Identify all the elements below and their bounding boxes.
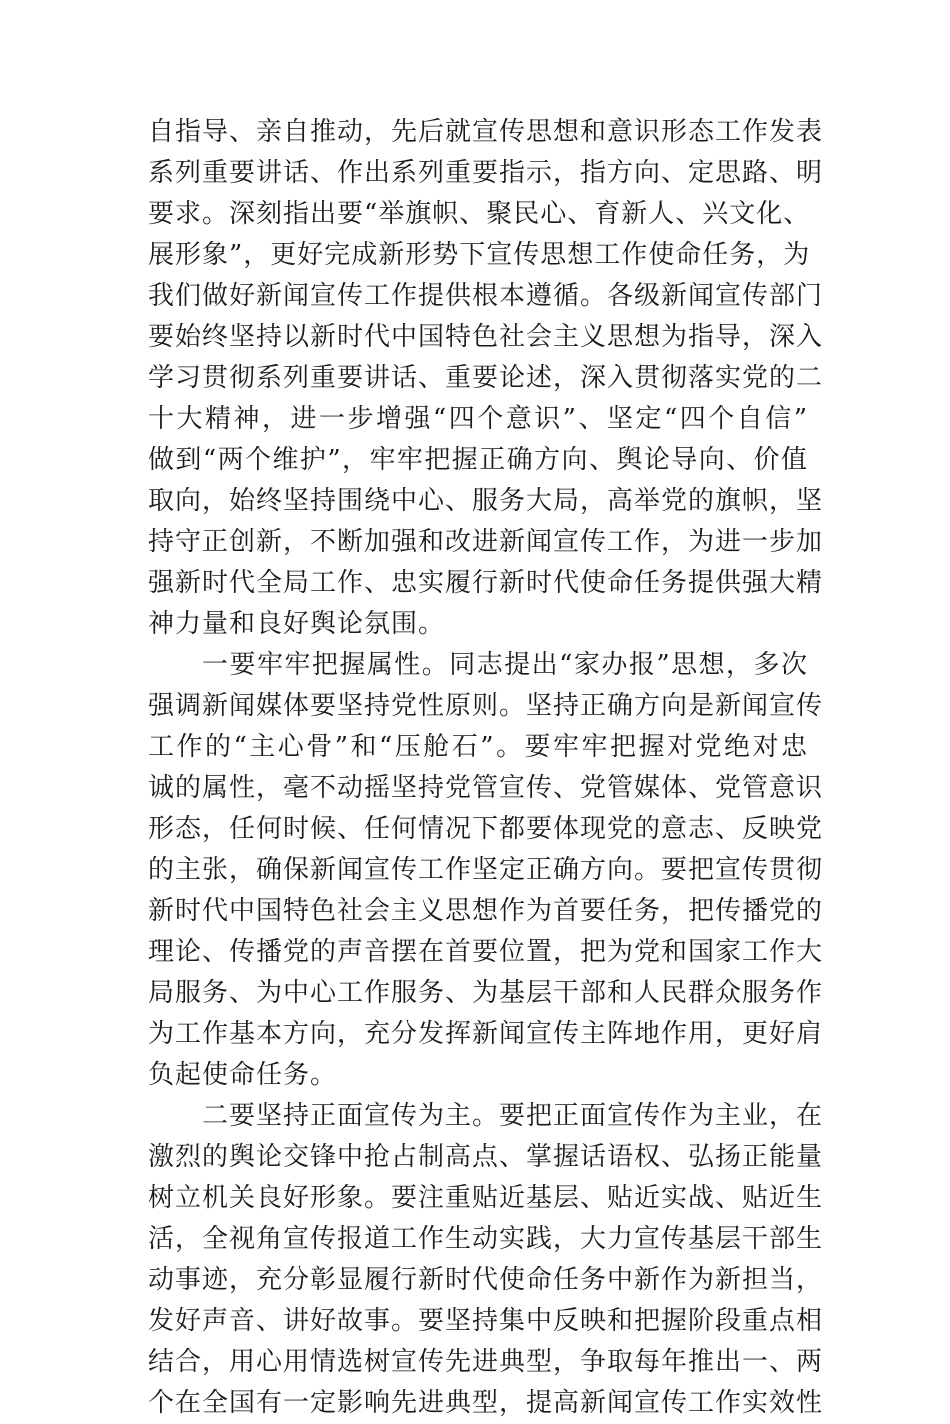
text-line: 要始终坚持以新时代中国特色社会主义思想为指导，深入	[148, 322, 824, 352]
text-line: 二要坚持正面宣传为主。要把正面宣传作为主业，在	[202, 1101, 824, 1131]
text-line: 诚的属性，毫不动摇坚持党管宣传、党管媒体、党管意识	[148, 773, 824, 803]
text-line: 强调新闻媒体要坚持党性原则。坚持正确方向是新闻宣传	[148, 691, 824, 721]
text-line: 一要牢牢把握属性。同志提出“家办报”思想，多次	[202, 650, 808, 680]
text-line: 负起使命任务。	[148, 1060, 338, 1090]
text-line: 个在全国有一定影响先进典型，提高新闻宣传工作实效性	[148, 1388, 824, 1418]
text-line: 要求。深刻指出要“举旗帜、聚民心、育新人、兴文化、	[148, 199, 811, 229]
text-line: 理论、传播党的声音摆在首要位置，把为党和国家工作大	[148, 937, 824, 967]
text-line: 神力量和良好舆论氛围。	[148, 609, 446, 639]
text-line: 持守正创新，不断加强和改进新闻宣传工作，为进一步加	[148, 527, 824, 557]
document-body-text	[148, 112, 824, 1424]
text-line: 树立机关良好形象。要注重贴近基层、贴近实战、贴近生	[148, 1183, 824, 1213]
text-line: 我们做好新闻宣传工作提供根本遵循。各级新闻宣传部门	[148, 281, 824, 311]
text-line: 结合，用心用情选树宣传先进典型，争取每年推出一、两	[148, 1347, 824, 1377]
text-line: 形态，任何时候、任何情况下都要体现党的意志、反映党	[148, 814, 824, 844]
text-line: 十大精神，进一步增强“四个意识”、坚定“四个自信”	[148, 404, 808, 434]
text-line: 的主张，确保新闻宣传工作坚定正确方向。要把宣传贯彻	[148, 855, 824, 885]
text-line: 展形象”，更好完成新形势下宣传思想工作使命任务，为	[148, 240, 811, 270]
text-line: 系列重要讲话、作出系列重要指示，指方向、定思路、明	[148, 158, 824, 188]
text-line: 局服务、为中心工作服务、为基层干部和人民群众服务作	[148, 978, 824, 1008]
text-line: 活，全视角宣传报道工作生动实践，大力宣传基层干部生	[148, 1224, 824, 1254]
text-line: 发好声音、讲好故事。要坚持集中反映和把握阶段重点相	[148, 1306, 824, 1336]
text-line: 自指导、亲自推动，先后就宣传思想和意识形态工作发表	[148, 117, 824, 147]
text-line: 学习贯彻系列重要讲话、重要论述，深入贯彻落实党的二	[148, 363, 824, 393]
text-line: 强新时代全局工作、忠实履行新时代使命任务提供强大精	[148, 568, 824, 598]
text-line: 工作的“主心骨”和“压舱石”。要牢牢把握对党绝对忠	[148, 732, 808, 762]
text-line: 取向，始终坚持围绕中心、服务大局，高举党的旗帜，坚	[148, 486, 824, 516]
text-line: 动事迹，充分彰显履行新时代使命任务中新作为新担当，	[148, 1265, 824, 1295]
text-line: 激烈的舆论交锋中抢占制高点、掌握话语权、弘扬正能量	[148, 1142, 824, 1172]
text-line: 新时代中国特色社会主义思想作为首要任务，把传播党的	[148, 896, 824, 926]
text-line: 为工作基本方向，充分发挥新闻宣传主阵地作用，更好肩	[148, 1019, 824, 1049]
text-line: 做到“两个维护”，牢牢把握正确方向、舆论导向、价值	[148, 445, 808, 475]
